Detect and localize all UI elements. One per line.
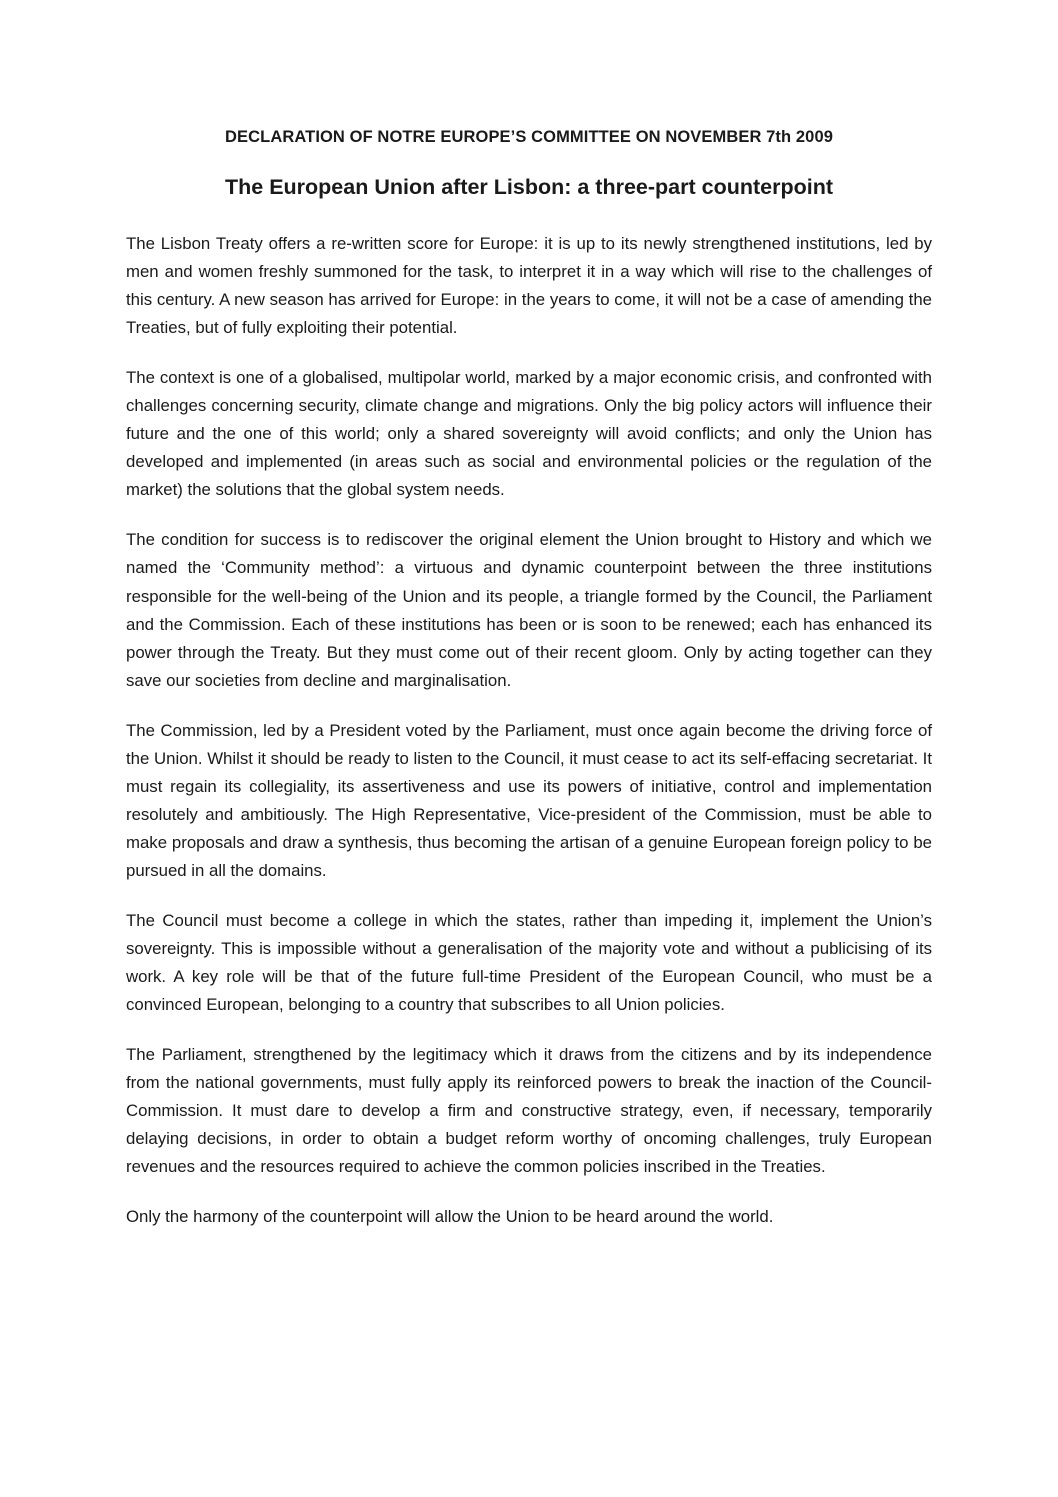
document-body [126,230,932,1231]
document-kicker: DECLARATION OF NOTRE EUROPE’S COMMITTEE ON NOVEMBER 7th 2009 [225,128,833,146]
paragraph-council: The Council must become a college in which the states, rather than impeding it, implement the Union’s sovereignty. This is impossible without a generalisation of the majority vote and without a publicising of its work. A key role will be that of the future full-time President of the European Council, who must be a convinced European, belonging to a country that subscribes to all Union policies. [126,910,932,1015]
paragraph-parliament: The Parliament, strengthened by the legitimacy which it draws from the citizens and by its independence from the national governments, must fully apply its reinforced powers to break the inaction of the Council-Commission. It must dare to develop a firm and constructive strategy, even, if necessary, temporarily delaying decisions, in order to obtain a budget reform worthy of oncoming challenges, truly European revenues and the resources required to achieve the common policies inscribed in the Treaties. [126,1045,932,1177]
paragraph-commission: The Commission, led by a President voted by the Parliament, must once again become the driving force of the Union. Whilst it should be ready to listen to the Council, it must cease to act its self-effacing secretariat. It must regain its collegiality, its assertiveness and use its powers of initiative, control and implementation resolutely and ambitiously. The High Representative, Vice-president of the Commission, must be able to make proposals and draw a synthesis, thus becoming the artisan of a genuine European foreign policy to be pursued in all the domains. [126,720,932,880]
paragraph-context: The context is one of a globalised, multipolar world, marked by a major economic crisis, and confronted with challenges concerning security, climate change and migrations. Only the big policy actors will influence their future and the one of this world; only a shared sovereignty will avoid conflicts; and only the Union has developed and implemented (in areas such as social and environmental policies or the regulation of the market) the solutions that the global system needs. [126,368,932,500]
paragraph-condition-for-success: The condition for success is to rediscover the original element the Union brought to History and which we named the ‘Community method’: a virtuous and dynamic counterpoint between the three institutions responsible for the well-being of the Union and its people, a triangle formed by the Council, the Parliament and the Commission. Each of these institutions has been or is soon to be renewed; each has enhanced its power through the Treaty. But they must come out of their recent gloom. Only by acting together can they save our societies from decline and marginalisation. [126,530,932,690]
document-title: The European Union after Lisbon: a three-part counterpoint [225,175,833,199]
paragraph-closing: Only the harmony of the counterpoint will allow the Union to be heard around the world. [126,1207,774,1227]
paragraph-lisbon-treaty: The Lisbon Treaty offers a re-written score for Europe: it is up to its newly strengthened institutions, led by men and women freshly summoned for the task, to interpret it in a way which will rise to the challenges of this century. A new season has arrived for Europe: in the years to come, it will not be a case of amending the Treaties, but of fully exploiting their potential. [126,234,932,338]
